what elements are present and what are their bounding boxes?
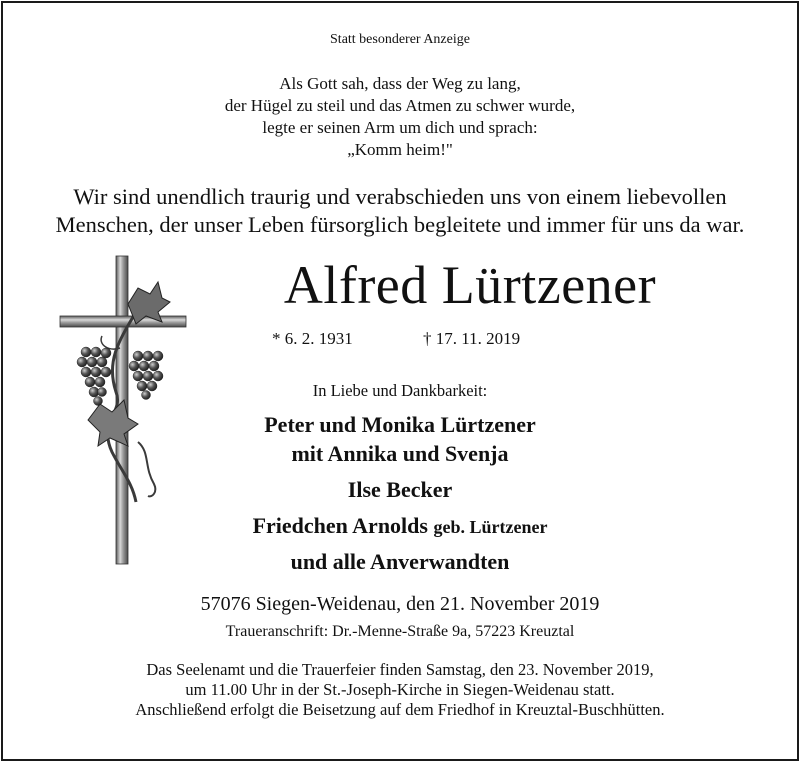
mourner-line: mit Annika und Svenja — [291, 441, 509, 466]
poem-line: der Hügel zu steil und das Atmen zu schwer wurde, — [224, 96, 576, 115]
maiden-name: geb. Lürtzener — [433, 517, 548, 537]
mourner-line: Ilse Becker — [347, 477, 453, 502]
poem-line: legte er seinen Arm um dich und sprach: — [262, 118, 538, 137]
service-line: Das Seelenamt und die Trauerfeier finden Samstag, den 23. November 2019, — [146, 660, 654, 679]
place-date: 57076 Siegen-Weidenau, den 21. November 2019 — [200, 593, 600, 615]
poem-line: Als Gott sah, dass der Weg zu lang, — [279, 74, 521, 93]
service-info — [0, 660, 800, 720]
poem — [0, 73, 800, 161]
notice-header: Statt besonderer Anzeige — [330, 32, 470, 47]
mourners-list — [0, 410, 800, 576]
intro-line: Menschen, der unser Leben fürsorglich begleitete und immer für uns da war. — [55, 212, 745, 237]
deceased-name: Alfred Lürtzener — [283, 255, 657, 315]
mourner-name: Friedchen Arnolds — [252, 513, 428, 538]
death-date: † 17. 11. 2019 — [423, 329, 521, 348]
mourner-line — [0, 511, 800, 540]
service-line: Anschließend erfolgt die Beisetzung auf dem Friedhof in Kreuztal-Buschhütten. — [135, 700, 665, 719]
mourner-line: und alle Anverwandten — [290, 549, 510, 574]
poem-line: „Komm heim!" — [347, 140, 453, 159]
service-line: um 11.00 Uhr in der St.-Joseph-Kirche in Siegen-Weidenau statt. — [185, 680, 615, 699]
mourner-line: Peter und Monika Lürtzener — [264, 412, 536, 437]
mourning-address: Traueranschrift: Dr.-Menne-Straße 9a, 57223 Kreuztal — [225, 623, 575, 640]
birth-date: * 6. 2. 1931 — [272, 329, 353, 348]
intro-text — [0, 183, 800, 239]
love-line: In Liebe und Dankbarkeit: — [312, 381, 488, 400]
intro-line: Wir sind unendlich traurig und verabschieden uns von einem liebevollen — [73, 184, 727, 209]
